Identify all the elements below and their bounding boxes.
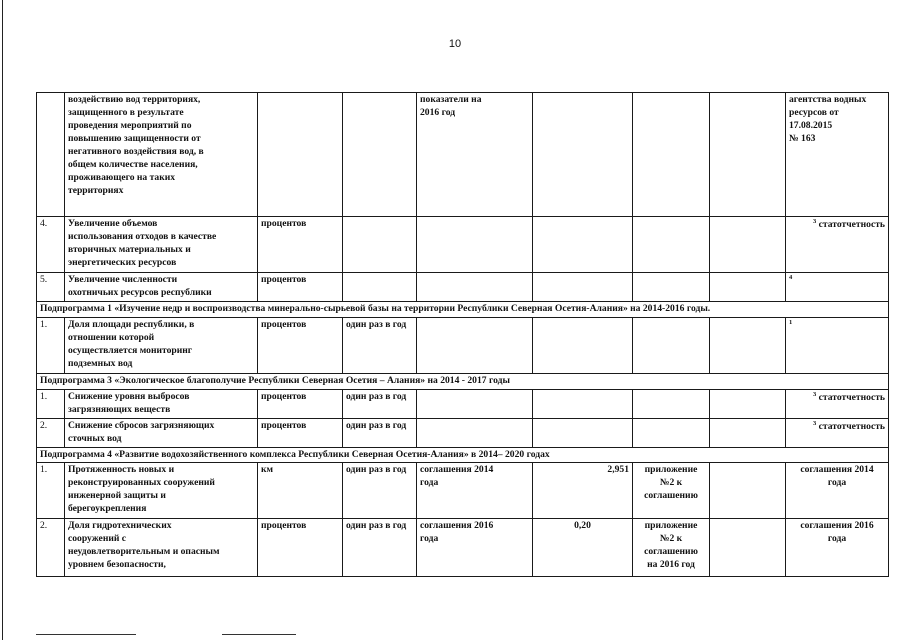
indicator-source: [786, 217, 889, 273]
indicator-period: один раз в год: [343, 418, 417, 447]
indicator-period: [343, 93, 417, 217]
table-row: [37, 93, 889, 217]
row-number: 2.: [37, 418, 65, 447]
indicator-basis: соглашения 2016 года: [417, 519, 533, 577]
indicator-unit: процентов: [258, 389, 343, 418]
row-number: 5.: [37, 273, 65, 302]
indicator-source: [786, 273, 889, 302]
indicator-period: один раз в год: [343, 389, 417, 418]
indicator-source: агентства водных ресурсов от 17.08.2015 № 163: [786, 93, 889, 217]
indicator-source: соглашения 2016 года: [786, 519, 889, 577]
subprogram-title: Подпрограмма 4 «Развитие водохозяйственного комплекса Республики Северная Осетия-Алания» в 2014– 2020 годах: [37, 447, 889, 463]
section-row: [37, 447, 889, 463]
table-row: [37, 317, 889, 373]
indicator-basis: [417, 389, 533, 418]
indicator-value: [533, 317, 633, 373]
indicator-name: Снижение уровня выбросов загрязняющих веществ: [65, 389, 258, 418]
row-number: 4.: [37, 217, 65, 273]
indicator-period: один раз в год: [343, 463, 417, 519]
footer-rule: [222, 634, 296, 635]
table-row: [37, 418, 889, 447]
indicator-unit: [258, 93, 343, 217]
indicator-period: один раз в год: [343, 519, 417, 577]
indicator-period: [343, 217, 417, 273]
table-row: [37, 463, 889, 519]
indicators-table: [36, 92, 889, 577]
source-text: статотчетность: [818, 420, 885, 432]
indicator-value: [533, 217, 633, 273]
indicator-unit: процентов: [258, 217, 343, 273]
page-number: 10: [448, 38, 462, 50]
indicator-document: [633, 273, 710, 302]
footnote-mark: 3: [812, 390, 817, 398]
indicator-value: 2,951: [533, 463, 633, 519]
indicator-unit: процентов: [258, 273, 343, 302]
row-number: 2.: [37, 519, 65, 577]
indicator-document: приложение №2 к соглашению: [633, 463, 710, 519]
footnote-mark: 3: [812, 419, 817, 427]
indicator-basis: показатели на 2016 год: [417, 93, 533, 217]
indicator-value: [533, 389, 633, 418]
footnote-mark: 4: [789, 274, 793, 281]
section-row: [37, 373, 889, 389]
indicator-note: [710, 273, 786, 302]
indicator-note: [710, 93, 786, 217]
indicator-name: Увеличение объемов использования отходов в качестве вторичных материальных и энергетических ресурсов: [65, 217, 258, 273]
indicator-note: [710, 389, 786, 418]
footnote-mark: 1: [789, 318, 793, 326]
subprogram-title: Подпрограмма 1 «Изучение недр и воспроизводства минерально-сырьевой базы на территории Республики Северная Осетия-Алания» на 2014-2016 годы.: [37, 301, 889, 317]
indicator-document: [633, 389, 710, 418]
indicator-name: воздействию вод территориях, защищенного в результате проведения мероприятий по повышению защищенности от негативного воздействия вод, в общем количестве населения, проживающего на таких территориях: [65, 93, 258, 217]
indicator-unit: процентов: [258, 317, 343, 373]
section-row: [37, 301, 889, 317]
footer-rule: [36, 634, 136, 635]
indicator-value: 0,20: [533, 519, 633, 577]
indicator-source: [786, 418, 889, 447]
indicator-name: Доля площади республики, в отношении которой осуществляется мониторинг подземных вод: [65, 317, 258, 373]
indicator-value: [533, 93, 633, 217]
indicator-name: Доля гидротехнических сооружений с неудовлетворительным и опасным уровнем безопасности,: [65, 519, 258, 577]
indicator-document: приложение №2 к соглашению на 2016 год: [633, 519, 710, 577]
indicator-basis: [417, 418, 533, 447]
indicator-name: Протяженность новых и реконструированных сооружений инженерной защиты и берегоукрепления: [65, 463, 258, 519]
indicator-note: [710, 217, 786, 273]
row-number: [37, 93, 65, 217]
indicator-note: [710, 418, 786, 447]
indicator-value: [533, 273, 633, 302]
indicator-note: [710, 519, 786, 577]
page-edge-line: [2, 0, 3, 640]
indicator-unit: процентов: [258, 519, 343, 577]
indicator-document: [633, 418, 710, 447]
indicator-basis: [417, 273, 533, 302]
indicator-period: [343, 273, 417, 302]
indicator-note: [710, 317, 786, 373]
indicator-source: [786, 389, 889, 418]
indicator-document: [633, 317, 710, 373]
table-row: [37, 217, 889, 273]
table-row: [37, 519, 889, 577]
table-row: [37, 273, 889, 302]
indicator-name: Увеличение численности охотничьих ресурсов республики: [65, 273, 258, 302]
indicator-unit: км: [258, 463, 343, 519]
indicator-basis: [417, 317, 533, 373]
source-text: статотчетность: [818, 219, 885, 231]
source-text: статотчетность: [818, 391, 885, 403]
indicator-name: Снижение сбросов загрязняющих сточных вод: [65, 418, 258, 447]
table-row: [37, 389, 889, 418]
footnote-mark: 3: [812, 218, 817, 225]
indicator-document: [633, 93, 710, 217]
row-number: 1.: [37, 463, 65, 519]
row-number: 1.: [37, 317, 65, 373]
indicator-source: [786, 317, 889, 373]
indicator-basis: соглашения 2014 года: [417, 463, 533, 519]
indicator-period: один раз в год: [343, 317, 417, 373]
indicator-basis: [417, 217, 533, 273]
row-number: 1.: [37, 389, 65, 418]
indicator-value: [533, 418, 633, 447]
subprogram-title: Подпрограмма 3 «Экологическое благополучие Республики Северная Осетия – Алания» на 2014 - 2017 годы: [37, 373, 889, 389]
indicator-note: [710, 463, 786, 519]
indicator-source: соглашения 2014 года: [786, 463, 889, 519]
indicator-document: [633, 217, 710, 273]
indicator-unit: процентов: [258, 418, 343, 447]
